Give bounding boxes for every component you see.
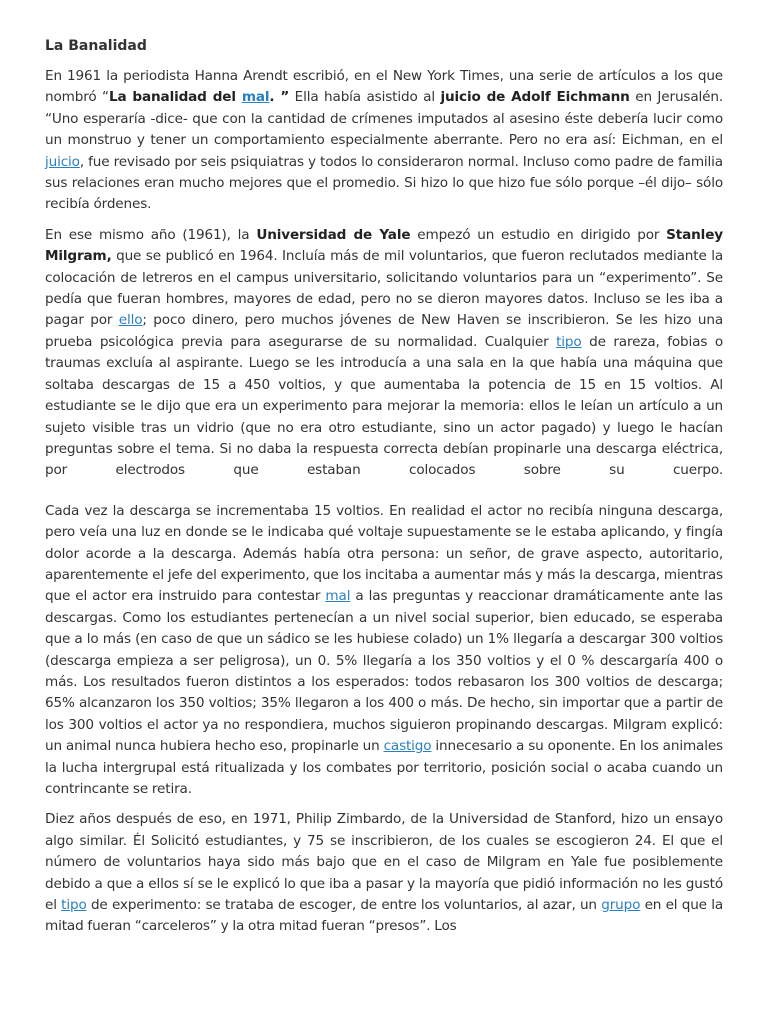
- p2-bold-2: Stanley Milgram,: [45, 226, 723, 265]
- p2-text-1: En ese mismo año (1961), la: [45, 226, 257, 243]
- paragraph-1: [45, 66, 723, 216]
- p2-text-5: de rareza, fobias o traumas excluía al aspirante. Luego se les introducía a una sala en la que había una máquina que soltaba descargas de 15 a 450 voltios, y que aumentaba la potencia de 15 en 15 voltios. Al estudiante se le dijo que era un experimento para mejorar la memoria: ellos le leían un artículo a un sujeto visible tras un vidrio (que no era otro estudiante, sino un actor pagado) y luego le hacían preguntas sobre el tema. Si no daba la respuesta correcta debían propinarle una descarga eléctrica, por electrodos que estaban colocados sobre su cuerpo.: [45, 333, 723, 479]
- p1-bold-1-text: La banalidad del: [108, 89, 242, 106]
- paragraph-4: [45, 809, 723, 937]
- p3-text-1: Cada vez la descarga se incrementaba 15 voltios. En realidad el actor no recibía ninguna descarga, pero veía una luz en donde se le indicaba qué voltaje supuestamente se le estaba aplicando, y fingía dolor acorde a la descarga. Además había otra persona: un señor, de grave aspecto, autoritario, aparentemente el jefe del experimento, que los incitaba a aumentar más y más la descarga, mientras que el actor era instruido para contestar: [45, 502, 723, 605]
- p1-bold-1: [109, 89, 289, 105]
- link-juicio[interactable]: juicio: [45, 153, 80, 170]
- p1-bold-2-text: . ”: [269, 89, 290, 106]
- p2-text-3: que se publicó en 1964. Incluía más de mil voluntarios, que fueron reclutados mediante la colocación de letreros en el campus universitario, solicitando voluntarios para un “experimento”. Se pedía que fueran hombres, mayores de edad, pero no se dieron mayores datos. Incluso se les iba a pagar por: [45, 248, 723, 329]
- article-body: [45, 36, 723, 947]
- p1-text-1: En 1961 la periodista Hanna Arendt escribió, en el New York Times, una serie de artículos a los que nombró “: [45, 68, 723, 106]
- p4-text-3: en el que la mitad fueran “carceleros” y la otra mitad fueran “presos”. Los: [45, 897, 724, 935]
- p2-bold-1: Universidad de Yale: [256, 226, 411, 243]
- link-tipo-2[interactable]: tipo: [61, 897, 87, 914]
- link-tipo[interactable]: tipo: [556, 333, 582, 350]
- p1-text-2: Ella había asistido al: [289, 89, 441, 106]
- link-ello[interactable]: ello: [118, 312, 143, 329]
- p3-text-3: innecesario a su oponente. En los animales la lucha intergrupal está ritualizada y los combates por territorio, posición social o acaba cuando un contrincante se retira.: [45, 738, 723, 797]
- paragraph-3: [45, 501, 723, 801]
- link-mal-2[interactable]: mal: [325, 588, 351, 605]
- p3-text-2: a las preguntas y reaccionar dramáticamente ante las descargas. Como los estudiantes pertenecían a un nivel social superior, bien educado, se esperaba que a lo más (en caso de que un sádico se les hubiese colado) un 1% llegaría a descargar 300 voltios (descarga empieza a ser peligrosa), un 0. 5% llegaría a los 350 voltios y el 0 % descargaría 400 o más. Los resultados fueron distintos a los esperados: todos rebasaron los 300 voltios de descarga; 65% alcanzaron los 350 voltios; 35% llegaron a los 400 o más. De hecho, sin importar que a partir de los 300 voltios el actor ya no respondiera, muchos siguieron propinando descargas. Milgram explicó: un animal nunca hubiera hecho eso, propinarle un: [45, 588, 723, 755]
- p4-text-2: de experimento: se trataba de escoger, de entre los voluntarios, al azar, un: [86, 897, 602, 914]
- p1-text-3: en Jerusalén. “Uno esperaría -dice- que con la cantidad de crímenes imputados al asesino éste debería lucir como un monstruo y tener un comportamiento especialmente aberrante. Pero no era así: Eichman, en el: [45, 89, 723, 149]
- paragraph-2: [45, 225, 723, 482]
- article-title: La Banalidad: [45, 38, 147, 54]
- link-mal[interactable]: mal: [241, 89, 270, 106]
- link-grupo[interactable]: grupo: [601, 897, 641, 914]
- p2-text-4: ; poco dinero, pero muchos jóvenes de New Haven se inscribieron. Se les hizo una prueba psicológica previa para asegurarse de su normalidad. Cualquier: [45, 312, 723, 350]
- p2-text-2: empezó un estudio en dirigido por: [410, 226, 667, 243]
- link-castigo[interactable]: castigo: [383, 738, 432, 755]
- p1-text-4: , fue revisado por seis psiquiatras y todos lo consideraron normal. Incluso como padre de familia sus relaciones eran mucho mejores que el promedio. Si hizo lo que hizo fue sólo porque –él dijo– sólo recibía órdenes.: [45, 153, 723, 213]
- p4-text-1: Diez años después de eso, en 1971, Philip Zimbardo, de la Universidad de Stanford, hizo un ensayo algo similar. Él Solicitó estudiantes, y 75 se inscribieron, de los cuales se escogieron 24. El que el número de voluntarios haya sido más bajo que en el caso de Milgram en Yale fue posiblemente debido a que a ellos sí se le explicó lo que iba a pasar y la mayoría que pidió información no les gustó el: [45, 811, 723, 914]
- p1-bold-3: juicio de Adolf Eichmann: [440, 89, 630, 106]
